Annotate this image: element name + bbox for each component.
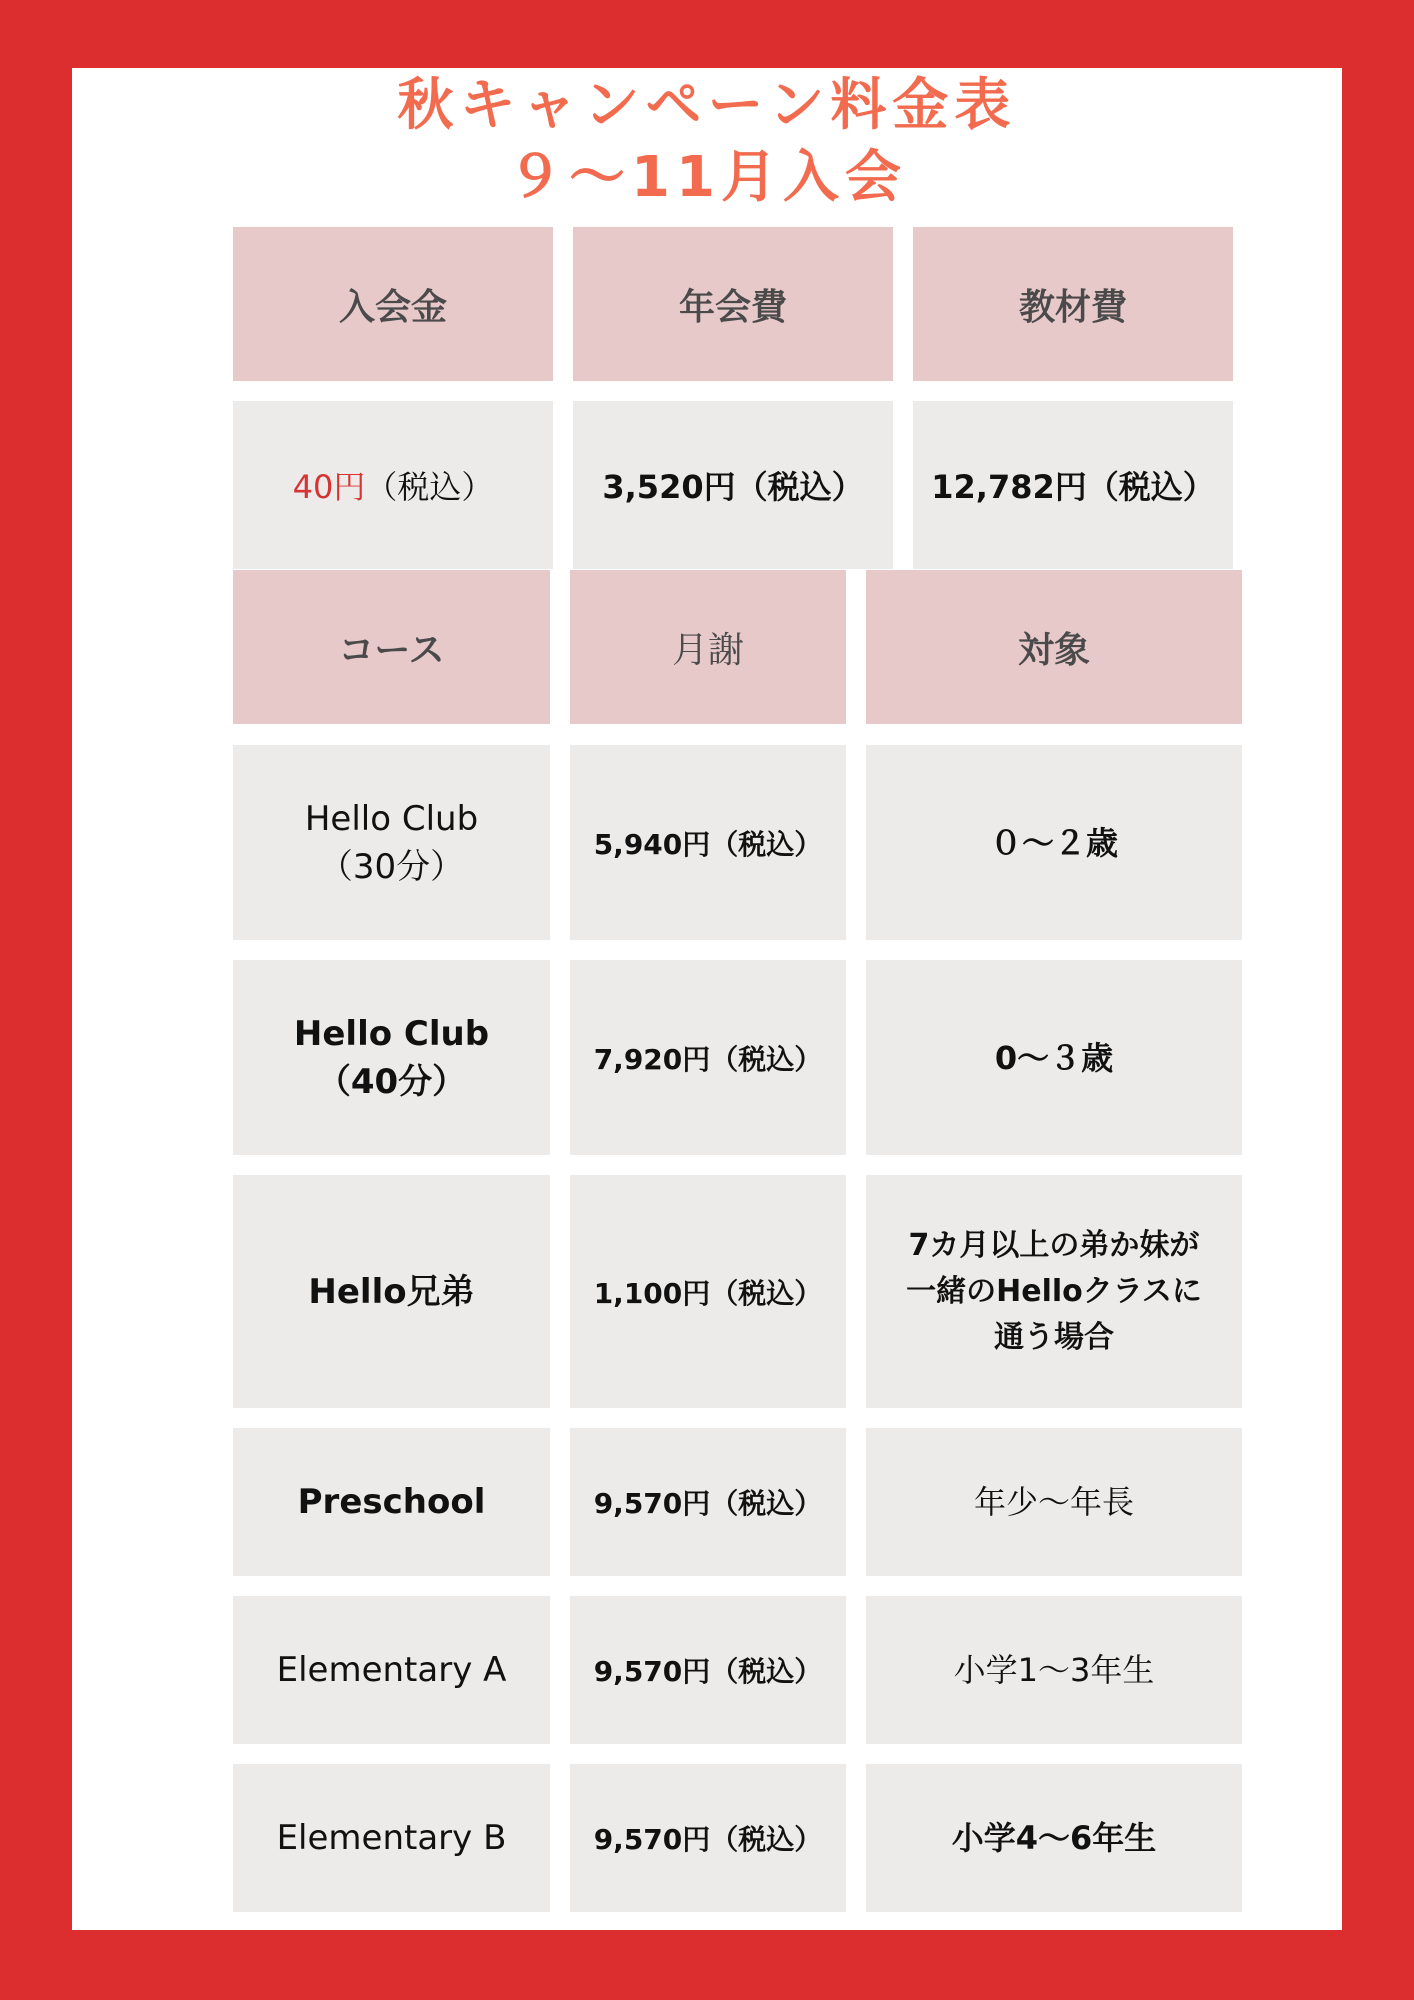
monthly-fee-value: 1,100円（税込） — [570, 1175, 846, 1408]
course-name-line: Elementary B — [276, 1818, 507, 1858]
course-name-line: Elementary A — [276, 1650, 507, 1690]
course-name-line: Preschool — [297, 1482, 486, 1522]
course-name-cell — [233, 1764, 550, 1912]
monthly-fee-header: 月謝 — [570, 570, 846, 724]
materials-fee-header: 教材費 — [913, 227, 1233, 381]
monthly-fee-value: 9,570円（税込） — [570, 1764, 846, 1912]
course-name-line: Hello Club — [304, 798, 479, 839]
target-line: 小学1～3年生 — [953, 1651, 1155, 1689]
course-name-cell — [233, 960, 550, 1155]
course-name-cell — [233, 1596, 550, 1744]
course-name-cell — [233, 745, 550, 940]
course-name-line: （40分） — [316, 1061, 467, 1102]
monthly-fee-value: 5,940円（税込） — [570, 745, 846, 940]
target-line: 年少～年長 — [973, 1483, 1134, 1521]
monthly-fee-value: 9,570円（税込） — [570, 1596, 846, 1744]
course-name-cell — [233, 1428, 550, 1576]
target-cell — [866, 960, 1242, 1155]
course-name-cell — [233, 1175, 550, 1408]
target-line: 一緒のHelloクラスに — [906, 1273, 1202, 1309]
target-cell — [866, 1596, 1242, 1744]
entry-fee-amount: 40円 — [292, 468, 366, 506]
target-cell — [866, 745, 1242, 940]
annual-fee-value: 3,520円（税込） — [573, 401, 893, 569]
entry-fee-cell — [233, 401, 553, 569]
entry-fee-header: 入会金 — [233, 227, 553, 381]
annual-fee-header: 年会費 — [573, 227, 893, 381]
page-title: 秋キャンペーン料金表 — [397, 73, 1017, 138]
course-name-line: Hello兄弟 — [308, 1271, 475, 1312]
course-name-line: Hello Club — [293, 1013, 490, 1054]
target-line: ０～２歳 — [989, 823, 1118, 862]
target-cell — [866, 1175, 1242, 1408]
entry-fee-tax-note: （税込） — [365, 468, 494, 506]
target-header: 対象 — [866, 570, 1242, 724]
course-name-line: （30分） — [318, 846, 465, 887]
materials-fee-value: 12,782円（税込） — [913, 401, 1233, 569]
target-line: 通う場合 — [993, 1319, 1114, 1355]
course-header: コース — [233, 570, 550, 724]
monthly-fee-value: 7,920円（税込） — [570, 960, 846, 1155]
monthly-fee-value: 9,570円（税込） — [570, 1428, 846, 1576]
target-cell — [866, 1428, 1242, 1576]
target-line: 0～３歳 — [994, 1038, 1114, 1077]
page-subtitle: ９～11月入会 — [507, 145, 907, 210]
target-line: 7カ月以上の弟か妹が — [908, 1227, 1200, 1263]
target-cell — [866, 1764, 1242, 1912]
target-line: 小学4～6年生 — [951, 1819, 1157, 1857]
